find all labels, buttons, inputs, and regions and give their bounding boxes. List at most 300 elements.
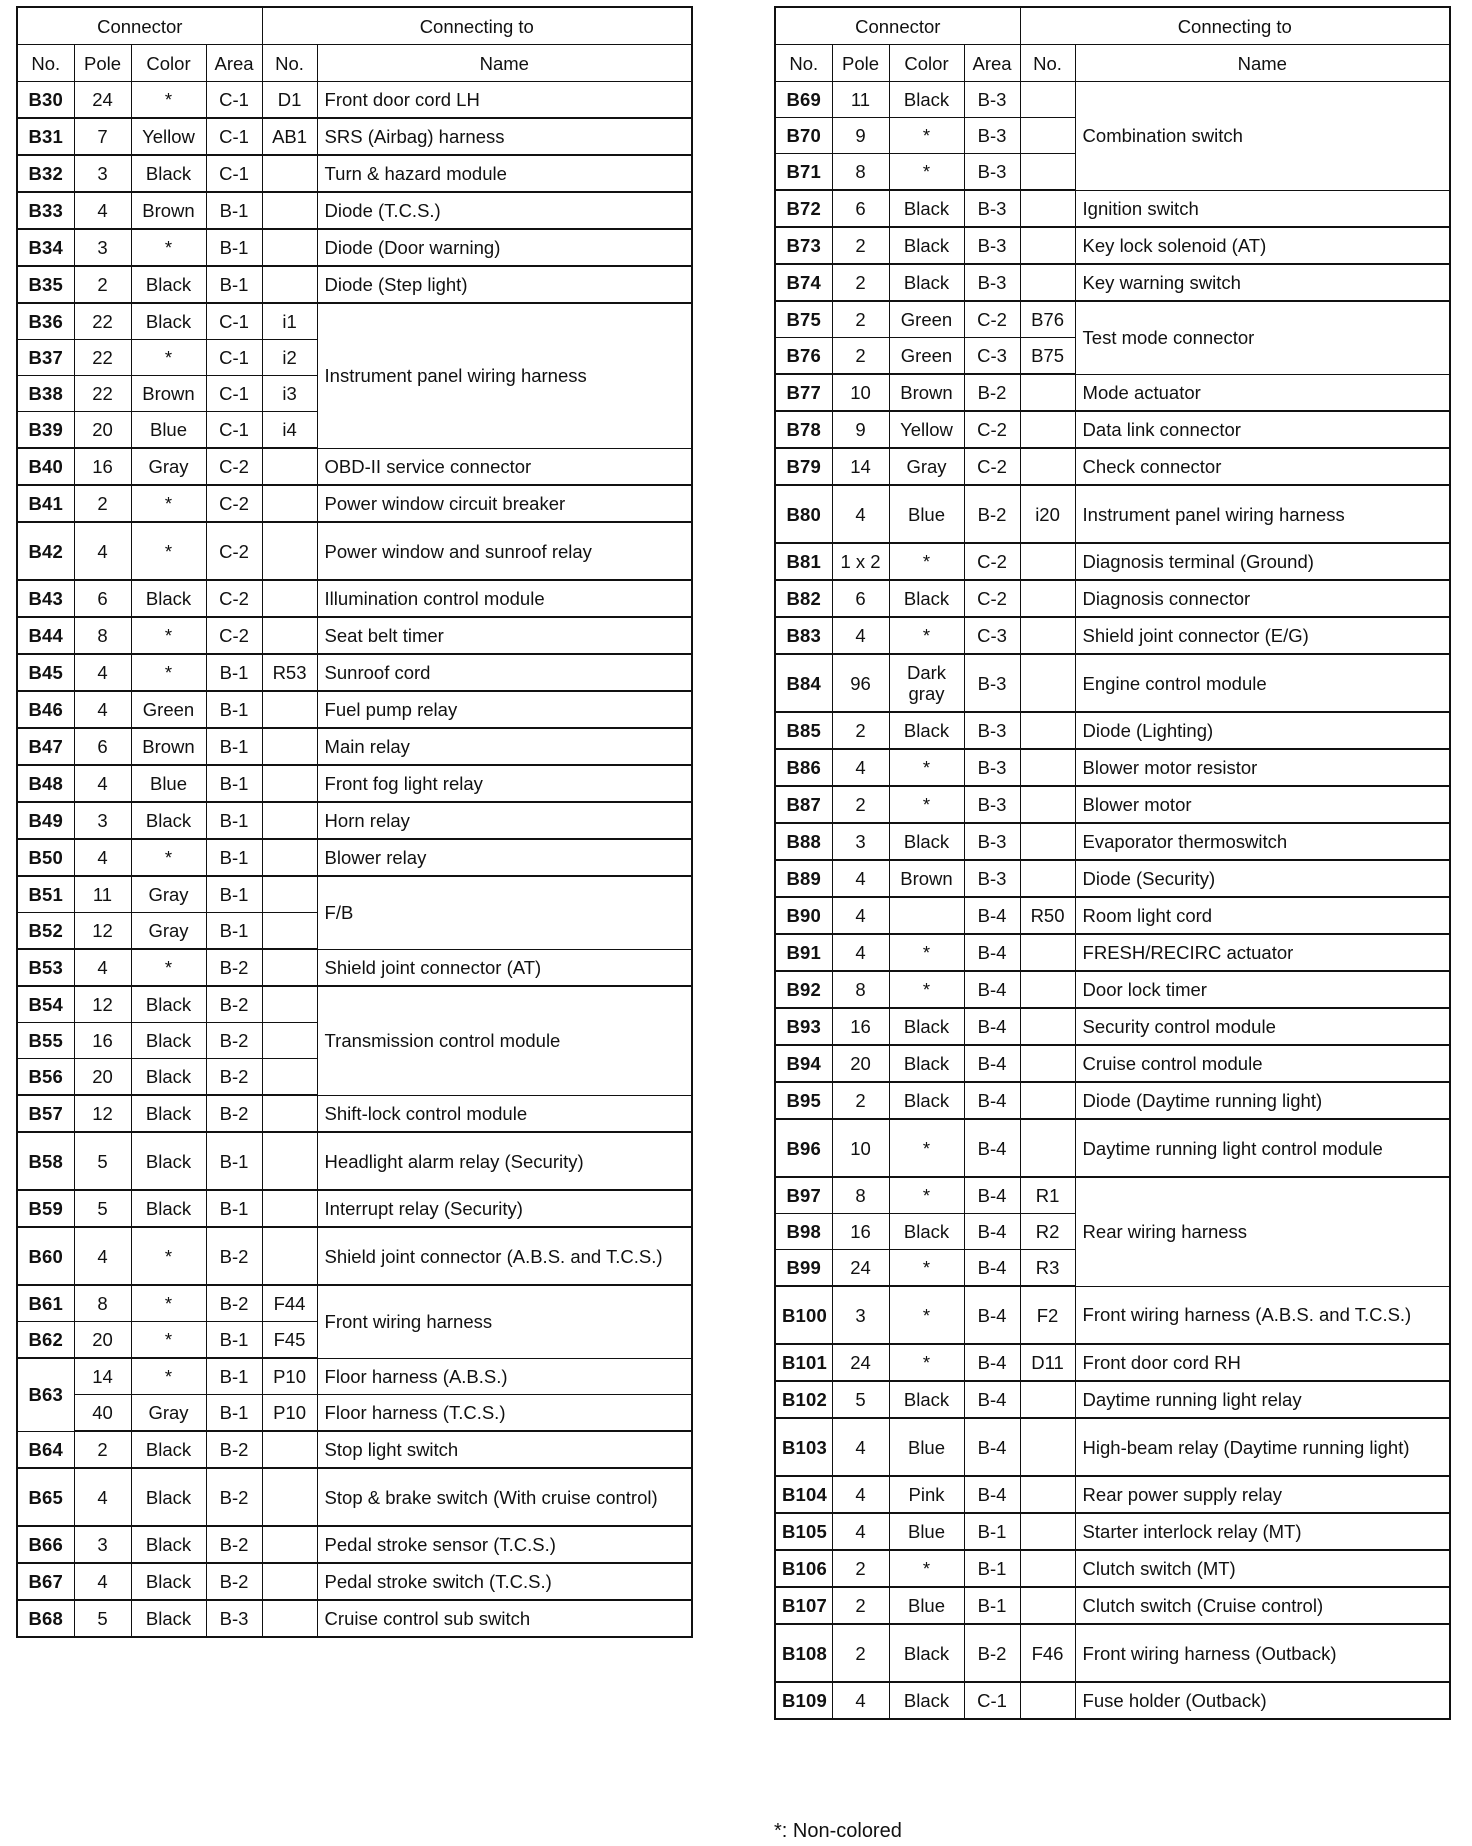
connecting-name-cell: Transmission control module bbox=[317, 986, 692, 1095]
connecting-name-cell: Shield joint connector (E/G) bbox=[1075, 617, 1450, 654]
table-row bbox=[775, 1045, 1450, 1082]
pole-cell: 4 bbox=[74, 654, 131, 691]
connecting-to-group-header: Connecting to bbox=[262, 7, 692, 45]
connecting-name-cell: Blower motor bbox=[1075, 786, 1450, 823]
connecting-to-group-header: Connecting to bbox=[1020, 7, 1450, 45]
color-cell: Black bbox=[889, 1008, 964, 1045]
color-cell: Pink bbox=[889, 1476, 964, 1513]
color-cell: Gray bbox=[131, 913, 206, 950]
color-cell: * bbox=[131, 485, 206, 522]
pole-cell: 4 bbox=[832, 1476, 889, 1513]
connector-no-cell: B58 bbox=[17, 1132, 74, 1190]
table-row bbox=[775, 82, 1450, 118]
pole-cell: 6 bbox=[74, 580, 131, 617]
area-cell: B-1 bbox=[206, 765, 262, 802]
area-cell: B-2 bbox=[206, 1526, 262, 1563]
connecting-name-cell: Shield joint connector (AT) bbox=[317, 949, 692, 986]
table-row bbox=[17, 303, 692, 340]
connecting-no-cell bbox=[1020, 411, 1075, 448]
area-cell: B-1 bbox=[964, 1587, 1020, 1624]
area-cell: B-1 bbox=[206, 913, 262, 950]
column-header-row bbox=[17, 45, 692, 82]
connecting-name-cell: Security control module bbox=[1075, 1008, 1450, 1045]
pole-cell: 5 bbox=[832, 1381, 889, 1418]
connecting-no-cell bbox=[262, 765, 317, 802]
area-cell: B-2 bbox=[206, 986, 262, 1023]
connecting-no-cell: P10 bbox=[262, 1358, 317, 1395]
connector-no-cell: B30 bbox=[17, 82, 74, 119]
connector-no-cell: B96 bbox=[775, 1119, 832, 1177]
connecting-no-cell bbox=[1020, 374, 1075, 411]
connecting-no-cell bbox=[1020, 82, 1075, 118]
connector-no-cell: B90 bbox=[775, 897, 832, 934]
table-row bbox=[17, 986, 692, 1023]
connecting-no-cell bbox=[262, 1132, 317, 1190]
color-cell: Black bbox=[131, 155, 206, 192]
connector-no-cell: B69 bbox=[775, 82, 832, 118]
connecting-name-cell: Shield joint connector (A.B.S. and T.C.S.) bbox=[317, 1227, 692, 1285]
table-row bbox=[775, 934, 1450, 971]
table-row bbox=[775, 897, 1450, 934]
area-cell: B-2 bbox=[964, 485, 1020, 543]
area-cell: B-3 bbox=[964, 860, 1020, 897]
area-cell: B-3 bbox=[964, 82, 1020, 118]
table-row bbox=[17, 691, 692, 728]
color-cell: * bbox=[889, 971, 964, 1008]
table-row bbox=[17, 802, 692, 839]
color-cell: * bbox=[889, 1550, 964, 1587]
pole-cell: 2 bbox=[832, 301, 889, 338]
pole-cell: 8 bbox=[832, 971, 889, 1008]
pole-cell: 96 bbox=[832, 654, 889, 712]
color-cell: Black bbox=[131, 1190, 206, 1227]
connecting-name-cell: Pedal stroke switch (T.C.S.) bbox=[317, 1563, 692, 1600]
connecting-name-cell: Combination switch bbox=[1075, 82, 1450, 191]
pole-cell: 4 bbox=[832, 1418, 889, 1476]
color-cell: * bbox=[131, 522, 206, 580]
connecting-name-cell: Key lock solenoid (AT) bbox=[1075, 227, 1450, 264]
pole-cell: 2 bbox=[832, 338, 889, 375]
connecting-no-cell bbox=[1020, 617, 1075, 654]
area-cell: B-1 bbox=[206, 728, 262, 765]
table-row bbox=[775, 580, 1450, 617]
connecting-name-cell: Room light cord bbox=[1075, 897, 1450, 934]
connecting-no-cell bbox=[262, 1227, 317, 1285]
area-cell: C-2 bbox=[206, 580, 262, 617]
area-cell: B-2 bbox=[206, 1468, 262, 1526]
pole-cell: 5 bbox=[74, 1132, 131, 1190]
connecting-name-cell: FRESH/RECIRC actuator bbox=[1075, 934, 1450, 971]
connecting-name-cell: Stop & brake switch (With cruise control) bbox=[317, 1468, 692, 1526]
connecting-name-cell: Starter interlock relay (MT) bbox=[1075, 1513, 1450, 1550]
area-cell: B-2 bbox=[206, 1059, 262, 1096]
area-cell: C-1 bbox=[206, 118, 262, 155]
col-header-no: No. bbox=[775, 45, 832, 82]
table-row bbox=[775, 654, 1450, 712]
connecting-no-cell: R53 bbox=[262, 654, 317, 691]
pole-cell: 8 bbox=[832, 1177, 889, 1214]
connector-no-cell: B91 bbox=[775, 934, 832, 971]
pole-cell: 9 bbox=[832, 411, 889, 448]
connecting-no-cell: i4 bbox=[262, 412, 317, 449]
connector-no-cell: B53 bbox=[17, 949, 74, 986]
connector-no-cell: B97 bbox=[775, 1177, 832, 1214]
connecting-name-cell: Data link connector bbox=[1075, 411, 1450, 448]
pole-cell: 16 bbox=[74, 448, 131, 485]
col-header-connecting-no: No. bbox=[262, 45, 317, 82]
connecting-no-cell bbox=[262, 617, 317, 654]
pole-cell: 4 bbox=[74, 839, 131, 876]
connector-no-cell: B62 bbox=[17, 1322, 74, 1359]
connecting-no-cell: B76 bbox=[1020, 301, 1075, 338]
connector-no-cell: B42 bbox=[17, 522, 74, 580]
connector-no-cell: B83 bbox=[775, 617, 832, 654]
connecting-name-cell: Blower relay bbox=[317, 839, 692, 876]
area-cell: C-2 bbox=[964, 411, 1020, 448]
pole-cell: 11 bbox=[74, 876, 131, 913]
color-cell: Black bbox=[889, 190, 964, 227]
connector-no-cell: B82 bbox=[775, 580, 832, 617]
pole-cell: 7 bbox=[74, 118, 131, 155]
pole-cell: 20 bbox=[74, 1059, 131, 1096]
pole-cell: 2 bbox=[832, 227, 889, 264]
connecting-name-cell: Main relay bbox=[317, 728, 692, 765]
connecting-no-cell bbox=[1020, 712, 1075, 749]
area-cell: B-3 bbox=[964, 786, 1020, 823]
area-cell: B-2 bbox=[206, 949, 262, 986]
connecting-name-cell: Blower motor resistor bbox=[1075, 749, 1450, 786]
color-cell: * bbox=[131, 1358, 206, 1395]
pole-cell: 14 bbox=[74, 1358, 131, 1395]
connector-no-cell: B31 bbox=[17, 118, 74, 155]
connecting-name-cell: Sunroof cord bbox=[317, 654, 692, 691]
color-cell: Black bbox=[889, 1045, 964, 1082]
color-cell: * bbox=[131, 1322, 206, 1359]
pole-cell: 4 bbox=[832, 749, 889, 786]
color-cell: * bbox=[131, 340, 206, 376]
connecting-no-cell bbox=[262, 839, 317, 876]
color-cell: Black bbox=[889, 227, 964, 264]
color-cell: Brown bbox=[889, 374, 964, 411]
connector-no-cell: B94 bbox=[775, 1045, 832, 1082]
table-row bbox=[17, 485, 692, 522]
connecting-name-cell: Stop light switch bbox=[317, 1431, 692, 1468]
pole-cell: 2 bbox=[832, 1082, 889, 1119]
table-row bbox=[775, 448, 1450, 485]
area-cell: B-4 bbox=[964, 1214, 1020, 1250]
table-row bbox=[17, 82, 692, 119]
area-cell: B-4 bbox=[964, 897, 1020, 934]
connector-rows-right bbox=[775, 82, 1450, 1720]
area-cell: C-2 bbox=[964, 448, 1020, 485]
connector-no-cell: B49 bbox=[17, 802, 74, 839]
col-header-connecting-no: No. bbox=[1020, 45, 1075, 82]
color-cell: Gray bbox=[889, 448, 964, 485]
table-row bbox=[775, 1418, 1450, 1476]
area-cell: C-2 bbox=[964, 580, 1020, 617]
connector-no-cell: B71 bbox=[775, 154, 832, 191]
area-cell: B-1 bbox=[206, 1358, 262, 1395]
table-row bbox=[17, 229, 692, 266]
table-row bbox=[775, 823, 1450, 860]
connector-no-cell: B60 bbox=[17, 1227, 74, 1285]
table-row bbox=[775, 190, 1450, 227]
connecting-name-cell: Cruise control sub switch bbox=[317, 1600, 692, 1637]
table-row bbox=[775, 617, 1450, 654]
connecting-no-cell: F45 bbox=[262, 1322, 317, 1359]
pole-cell: 9 bbox=[832, 118, 889, 154]
area-cell: B-3 bbox=[964, 118, 1020, 154]
color-cell: Brown bbox=[889, 860, 964, 897]
color-cell: * bbox=[889, 543, 964, 580]
color-cell: Dark gray bbox=[889, 654, 964, 712]
pole-cell: 2 bbox=[74, 485, 131, 522]
table-row bbox=[17, 1095, 692, 1132]
color-cell: * bbox=[131, 617, 206, 654]
connecting-no-cell bbox=[262, 1059, 317, 1096]
pole-cell: 2 bbox=[832, 786, 889, 823]
connecting-no-cell bbox=[262, 986, 317, 1023]
connector-no-cell: B72 bbox=[775, 190, 832, 227]
area-cell: B-4 bbox=[964, 934, 1020, 971]
connecting-name-cell: Evaporator thermoswitch bbox=[1075, 823, 1450, 860]
col-header-color: Color bbox=[889, 45, 964, 82]
connecting-no-cell: AB1 bbox=[262, 118, 317, 155]
connecting-name-cell: Rear wiring harness bbox=[1075, 1177, 1450, 1286]
connector-no-cell: B33 bbox=[17, 192, 74, 229]
color-cell: * bbox=[889, 617, 964, 654]
table-row bbox=[775, 1344, 1450, 1381]
pole-cell: 2 bbox=[832, 1587, 889, 1624]
color-cell: Black bbox=[131, 1132, 206, 1190]
connecting-no-cell bbox=[262, 691, 317, 728]
connecting-no-cell bbox=[1020, 1381, 1075, 1418]
color-cell: Gray bbox=[131, 448, 206, 485]
color-cell: Black bbox=[131, 1468, 206, 1526]
connecting-no-cell bbox=[1020, 264, 1075, 301]
color-cell: Blue bbox=[889, 485, 964, 543]
table-row bbox=[17, 1395, 692, 1432]
color-cell: Black bbox=[889, 1682, 964, 1719]
pole-cell: 2 bbox=[832, 264, 889, 301]
col-header-area: Area bbox=[206, 45, 262, 82]
connecting-no-cell bbox=[1020, 448, 1075, 485]
color-cell: Blue bbox=[131, 412, 206, 449]
connecting-no-cell bbox=[1020, 1476, 1075, 1513]
table-row bbox=[775, 1476, 1450, 1513]
area-cell: C-1 bbox=[206, 412, 262, 449]
connector-no-cell: B78 bbox=[775, 411, 832, 448]
color-cell: Black bbox=[131, 1526, 206, 1563]
table-row bbox=[17, 522, 692, 580]
table-row bbox=[775, 1381, 1450, 1418]
table-row bbox=[17, 617, 692, 654]
pole-cell: 5 bbox=[74, 1190, 131, 1227]
color-cell: * bbox=[889, 1344, 964, 1381]
connector-rows-left bbox=[17, 82, 692, 1638]
area-cell: B-4 bbox=[964, 1177, 1020, 1214]
connecting-name-cell: Front door cord RH bbox=[1075, 1344, 1450, 1381]
pole-cell: 2 bbox=[832, 1624, 889, 1682]
pole-cell: 24 bbox=[74, 82, 131, 119]
footnote: *: Non-colored bbox=[774, 1820, 902, 1842]
connecting-no-cell: P10 bbox=[262, 1395, 317, 1432]
pole-cell: 3 bbox=[74, 1526, 131, 1563]
connecting-no-cell bbox=[1020, 1550, 1075, 1587]
connecting-no-cell bbox=[1020, 118, 1075, 154]
pole-cell: 10 bbox=[832, 374, 889, 411]
area-cell: C-2 bbox=[964, 301, 1020, 338]
col-header-name: Name bbox=[1075, 45, 1450, 82]
connector-no-cell: B39 bbox=[17, 412, 74, 449]
col-header-pole: Pole bbox=[74, 45, 131, 82]
connecting-no-cell: i20 bbox=[1020, 485, 1075, 543]
connector-no-cell: B50 bbox=[17, 839, 74, 876]
connecting-no-cell: F44 bbox=[262, 1285, 317, 1322]
connecting-no-cell: D1 bbox=[262, 82, 317, 119]
area-cell: C-1 bbox=[206, 82, 262, 119]
area-cell: B-1 bbox=[206, 1132, 262, 1190]
table-row bbox=[775, 1587, 1450, 1624]
color-cell: Gray bbox=[131, 1395, 206, 1432]
area-cell: C-2 bbox=[206, 522, 262, 580]
area-cell: B-1 bbox=[206, 1322, 262, 1359]
area-cell: C-3 bbox=[964, 617, 1020, 654]
area-cell: B-2 bbox=[206, 1431, 262, 1468]
area-cell: C-2 bbox=[964, 543, 1020, 580]
color-cell: Yellow bbox=[131, 118, 206, 155]
connector-no-cell: B73 bbox=[775, 227, 832, 264]
connector-no-cell: B70 bbox=[775, 118, 832, 154]
color-cell: * bbox=[131, 1285, 206, 1322]
connecting-name-cell: Horn relay bbox=[317, 802, 692, 839]
connecting-no-cell bbox=[262, 1563, 317, 1600]
connector-no-cell: B86 bbox=[775, 749, 832, 786]
connecting-name-cell: Front door cord LH bbox=[317, 82, 692, 119]
connector-no-cell: B57 bbox=[17, 1095, 74, 1132]
table-row bbox=[17, 1190, 692, 1227]
table-row bbox=[775, 1119, 1450, 1177]
connecting-no-cell bbox=[1020, 823, 1075, 860]
connecting-no-cell: F46 bbox=[1020, 1624, 1075, 1682]
connecting-name-cell: Diode (Step light) bbox=[317, 266, 692, 303]
connecting-no-cell bbox=[1020, 654, 1075, 712]
table-row bbox=[17, 1358, 692, 1395]
pole-cell: 4 bbox=[74, 192, 131, 229]
connector-no-cell: B102 bbox=[775, 1381, 832, 1418]
area-cell: B-1 bbox=[206, 229, 262, 266]
area-cell: C-1 bbox=[206, 376, 262, 412]
connecting-no-cell bbox=[1020, 860, 1075, 897]
pole-cell: 4 bbox=[832, 934, 889, 971]
pole-cell: 20 bbox=[74, 1322, 131, 1359]
color-cell: Brown bbox=[131, 728, 206, 765]
connector-no-cell: B68 bbox=[17, 1600, 74, 1637]
connector-table-right bbox=[774, 6, 1451, 1720]
area-cell: B-4 bbox=[964, 1008, 1020, 1045]
connector-no-cell: B66 bbox=[17, 1526, 74, 1563]
color-cell: Black bbox=[131, 1023, 206, 1059]
area-cell: B-4 bbox=[964, 1344, 1020, 1381]
col-header-name: Name bbox=[317, 45, 692, 82]
color-cell: Black bbox=[889, 580, 964, 617]
connecting-name-cell: Mode actuator bbox=[1075, 374, 1450, 411]
connector-no-cell: B65 bbox=[17, 1468, 74, 1526]
area-cell: B-3 bbox=[964, 749, 1020, 786]
connecting-no-cell bbox=[262, 448, 317, 485]
pole-cell: 4 bbox=[74, 691, 131, 728]
color-cell: * bbox=[889, 1119, 964, 1177]
connecting-name-cell: Cruise control module bbox=[1075, 1045, 1450, 1082]
connector-no-cell: B45 bbox=[17, 654, 74, 691]
table-row bbox=[775, 411, 1450, 448]
color-cell: Black bbox=[889, 1214, 964, 1250]
connector-no-cell: B32 bbox=[17, 155, 74, 192]
color-cell: * bbox=[889, 118, 964, 154]
connector-no-cell: B54 bbox=[17, 986, 74, 1023]
connector-no-cell: B95 bbox=[775, 1082, 832, 1119]
pole-cell: 10 bbox=[832, 1119, 889, 1177]
pole-cell: 12 bbox=[74, 1095, 131, 1132]
color-cell: * bbox=[131, 654, 206, 691]
connecting-name-cell: Floor harness (T.C.S.) bbox=[317, 1395, 692, 1432]
connector-no-cell: B64 bbox=[17, 1431, 74, 1468]
connector-no-cell: B36 bbox=[17, 303, 74, 340]
connecting-name-cell: F/B bbox=[317, 876, 692, 949]
connecting-name-cell: Power window circuit breaker bbox=[317, 485, 692, 522]
connector-no-cell: B88 bbox=[775, 823, 832, 860]
table-row bbox=[17, 728, 692, 765]
pole-cell: 4 bbox=[832, 897, 889, 934]
connecting-no-cell bbox=[262, 1023, 317, 1059]
color-cell: Green bbox=[889, 301, 964, 338]
connecting-no-cell bbox=[1020, 1418, 1075, 1476]
area-cell: B-1 bbox=[964, 1550, 1020, 1587]
connecting-name-cell: Diode (T.C.S.) bbox=[317, 192, 692, 229]
connecting-name-cell: SRS (Airbag) harness bbox=[317, 118, 692, 155]
color-cell: * bbox=[131, 229, 206, 266]
connector-no-cell: B34 bbox=[17, 229, 74, 266]
pole-cell: 40 bbox=[74, 1395, 131, 1432]
color-cell: Black bbox=[131, 1563, 206, 1600]
area-cell: B-1 bbox=[206, 802, 262, 839]
pole-cell: 8 bbox=[74, 617, 131, 654]
connecting-no-cell bbox=[1020, 543, 1075, 580]
connecting-no-cell bbox=[1020, 1682, 1075, 1719]
connecting-name-cell: Diagnosis connector bbox=[1075, 580, 1450, 617]
color-cell: Black bbox=[131, 986, 206, 1023]
area-cell: B-4 bbox=[964, 1286, 1020, 1344]
connector-no-cell: B101 bbox=[775, 1344, 832, 1381]
connecting-no-cell bbox=[262, 266, 317, 303]
area-cell: B-1 bbox=[206, 876, 262, 913]
connecting-no-cell bbox=[262, 802, 317, 839]
table-row bbox=[17, 1600, 692, 1637]
connecting-no-cell: B75 bbox=[1020, 338, 1075, 375]
connecting-name-cell: Diode (Security) bbox=[1075, 860, 1450, 897]
connector-no-cell: B92 bbox=[775, 971, 832, 1008]
connecting-no-cell: D11 bbox=[1020, 1344, 1075, 1381]
connector-no-cell: B89 bbox=[775, 860, 832, 897]
color-cell: Black bbox=[131, 1431, 206, 1468]
connector-no-cell: B75 bbox=[775, 301, 832, 338]
connector-no-cell: B48 bbox=[17, 765, 74, 802]
connecting-name-cell: Diode (Door warning) bbox=[317, 229, 692, 266]
color-cell: Black bbox=[889, 1624, 964, 1682]
pole-cell: 2 bbox=[832, 712, 889, 749]
column-header-row bbox=[775, 45, 1450, 82]
area-cell: B-2 bbox=[964, 374, 1020, 411]
